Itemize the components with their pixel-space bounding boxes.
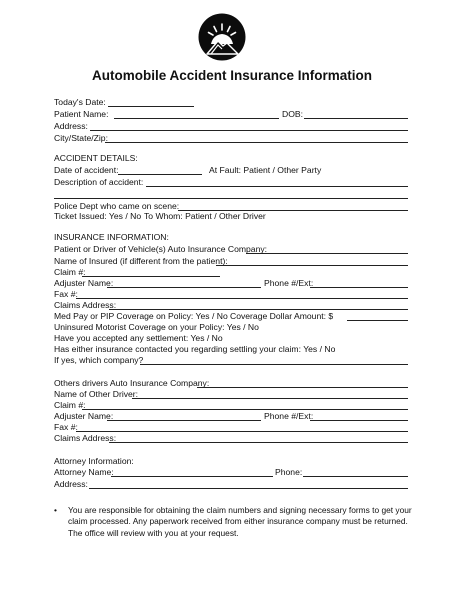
insurance-information-heading: INSURANCE INFORMATION: [54, 232, 169, 242]
to-whom-label: To Whom: Patient / Other Driver [144, 211, 266, 221]
insurance-claims-address-label: Claims Address: [54, 300, 117, 310]
insurance-company-label: Patient or Driver of Vehicle(s) Auto Insurance Company: [54, 244, 268, 254]
attorney-name-field[interactable] [111, 476, 273, 477]
other-phone-ext-field[interactable] [310, 420, 408, 421]
insurance-claim-label: Claim #: [54, 267, 86, 277]
other-driver-name-field[interactable] [132, 398, 408, 399]
at-fault-label: At Fault: Patient / Other Party [209, 165, 322, 175]
name-of-insured-field[interactable] [216, 265, 408, 266]
patient-name-label: Patient Name: [54, 109, 109, 119]
insurance-contacted-label: Has either insurance contacted you regarding settling your claim: Yes / No [54, 344, 336, 354]
dob-label: DOB: [282, 109, 304, 119]
accident-details-heading: ACCIDENT DETAILS: [54, 153, 138, 163]
other-driver-name-label: Name of Other Driver: [54, 389, 139, 399]
coverage-amount-field[interactable] [347, 320, 408, 321]
attorney-address-label: Address: [54, 479, 88, 489]
police-dept-label: Police Dept who came on scene: [54, 201, 180, 211]
other-claims-address-label: Claims Address: [54, 433, 117, 443]
which-company-label: If yes, which company? [54, 355, 144, 365]
other-insurance-company-field[interactable] [197, 387, 408, 388]
other-fax-field[interactable] [76, 431, 408, 432]
date-of-accident-field[interactable] [118, 174, 202, 175]
insurance-adjuster-name-label: Adjuster Name: [54, 278, 114, 288]
insurance-adjuster-name-field[interactable] [107, 287, 261, 288]
other-insurance-company-label: Others drivers Auto Insurance Company: [54, 378, 210, 388]
todays-date-label: Today's Date: [54, 97, 106, 107]
attorney-address-field[interactable] [89, 488, 408, 489]
notice-text: You are responsible for obtaining the claim numbers and signing necessary forms to get your claim processed. Any paperwork received from either insurance company must be returned. The office will review with you at your request. [68, 505, 412, 538]
description-field[interactable] [146, 186, 408, 187]
city-state-zip-label: City/State/Zip: [54, 133, 108, 143]
other-claims-address-field[interactable] [109, 442, 408, 443]
other-adjuster-name-label: Adjuster Name: [54, 411, 114, 421]
description-field-line-2[interactable] [54, 198, 408, 199]
other-adjuster-name-field[interactable] [107, 420, 261, 421]
other-claim-field[interactable] [82, 409, 408, 410]
page-title: Automobile Accident Insurance Information [91, 68, 373, 83]
settlement-label: Have you accepted any settlement: Yes / No [54, 333, 223, 343]
other-claim-label: Claim #: [54, 400, 86, 410]
ticket-issued-label: Ticket Issued: Yes / No [54, 211, 142, 221]
attorney-name-label: Attorney Name: [54, 467, 114, 477]
description-label: Description of accident: [54, 177, 144, 187]
city-state-zip-field[interactable] [105, 142, 408, 143]
uninsured-motorist-label: Uninsured Motorist Coverage on your Policy: Yes / No [54, 322, 259, 332]
insurance-phone-ext-field[interactable] [310, 287, 408, 288]
insurance-company-field[interactable] [246, 253, 408, 254]
address-field[interactable] [90, 130, 408, 131]
attorney-phone-label: Phone: [275, 467, 303, 477]
attorney-information-heading: Attorney Information: [54, 456, 134, 466]
attorney-phone-field[interactable] [303, 476, 408, 477]
insurance-phone-ext-label: Phone #/Ext: [264, 278, 314, 288]
todays-date-field[interactable] [108, 106, 194, 107]
dob-field[interactable] [304, 118, 408, 119]
med-pay-label: Med Pay or PIP Coverage on Policy: Yes / No [54, 311, 228, 321]
date-of-accident-label: Date of accident: [54, 165, 119, 175]
name-of-insured-label: Name of Insured (if different from the patient): [54, 256, 228, 266]
other-fax-label: Fax #: [54, 422, 78, 432]
insurance-fax-label: Fax #: [54, 289, 78, 299]
coverage-amount-label: Coverage Dollar Amount: $ [230, 311, 334, 321]
other-phone-ext-label: Phone #/Ext: [264, 411, 314, 421]
mountain-sun-logo [198, 13, 246, 61]
patient-name-field[interactable] [114, 118, 279, 119]
which-company-field[interactable] [140, 364, 408, 365]
insurance-fax-field[interactable] [76, 298, 408, 299]
bullet-point: • [54, 505, 57, 515]
address-label: Address: [54, 121, 88, 131]
